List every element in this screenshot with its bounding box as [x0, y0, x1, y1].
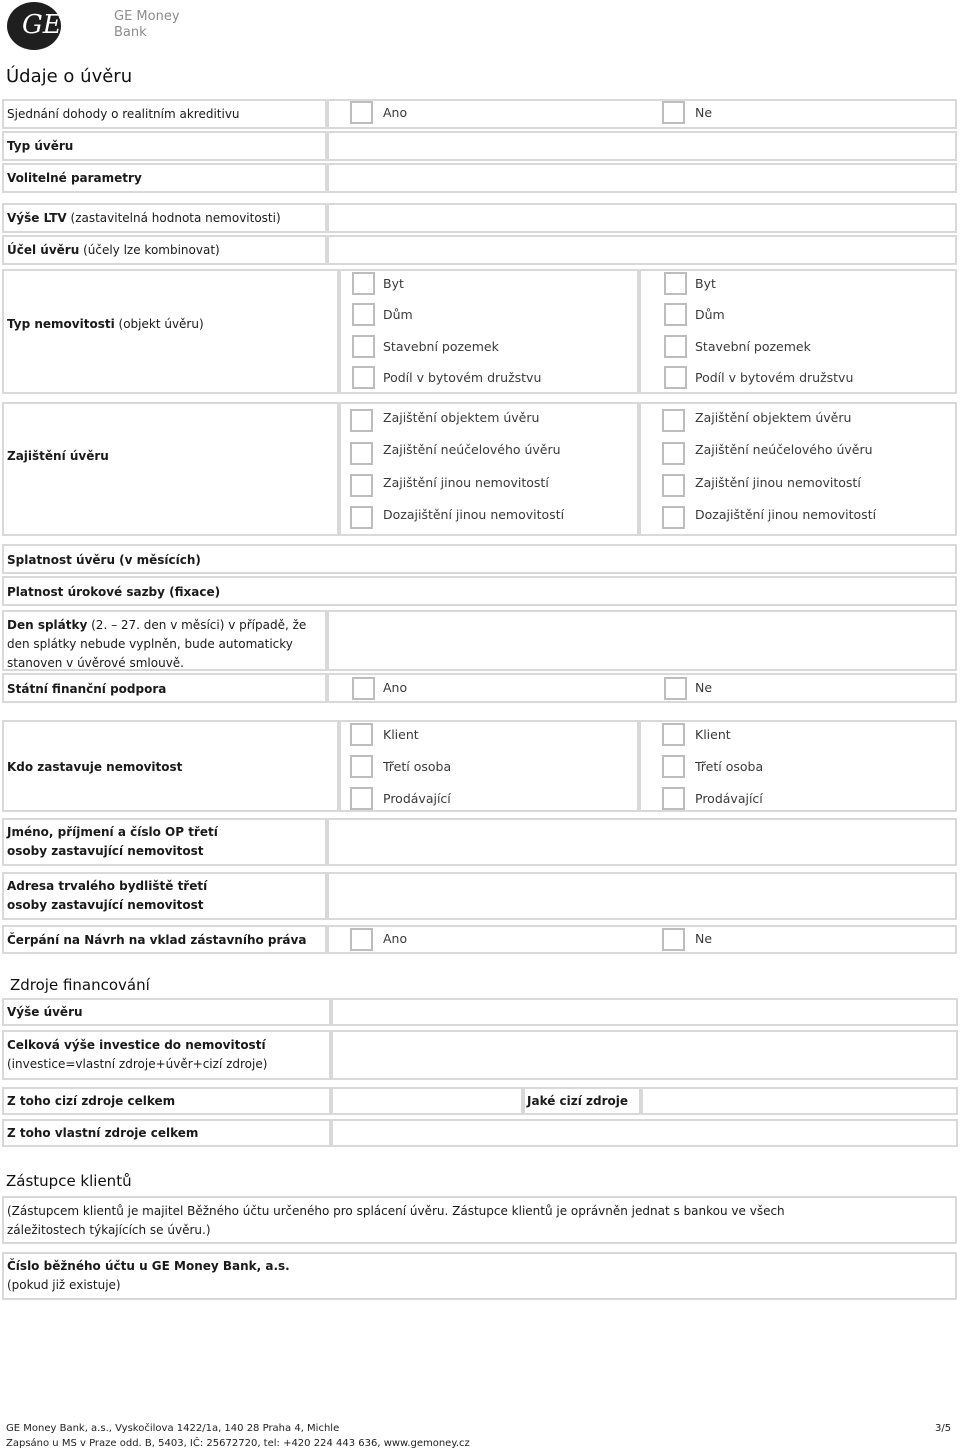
cerpani-label: Čerpání na Návrh na vklad zástavního práva: [7, 933, 307, 947]
vlastni-label: Z toho vlastní zdroje celkem: [7, 1126, 199, 1140]
sjednani-ano-label: Ano: [383, 105, 408, 120]
sjednani-ano-checkbox[interactable]: [350, 101, 373, 124]
cislo-label-bold: Číslo běžného účtu u GE Money Bank, a.s.: [7, 1259, 290, 1273]
cizi-label: Z toho cizí zdroje celkem: [7, 1094, 176, 1108]
zajisteni-a-neucel-label: Zajištění neúčelového úvěru: [383, 442, 561, 457]
statni-ano-checkbox[interactable]: [352, 677, 375, 700]
typ-nem-a-byt-label: Byt: [383, 276, 404, 291]
ltv-label-bold: Výše LTV: [7, 211, 67, 225]
ucel-label-cell: [2, 235, 327, 265]
kdo-b-treti-checkbox[interactable]: [662, 755, 685, 778]
ltv-label-rest: (zastavitelná hodnota nemovitosti): [66, 211, 281, 225]
cislo-label-rest: (pokud již existuje): [7, 1278, 121, 1292]
typ-nem-b-podil-label: Podíl v bytovém družstvu: [695, 370, 854, 385]
typ-nem-b-pozemek-checkbox[interactable]: [664, 335, 687, 358]
page-title: Údaje o úvěru: [6, 66, 133, 87]
zajisteni-label: Zajištění úvěru: [7, 449, 109, 463]
statni-ne-checkbox[interactable]: [664, 677, 687, 700]
kdo-b-klient-checkbox[interactable]: [662, 723, 685, 746]
kdo-b-prodavajici-label: Prodávající: [695, 791, 763, 806]
typ-nem-b-byt-label: Byt: [695, 276, 716, 291]
cerpani-label-cell: [2, 925, 327, 954]
typ-input[interactable]: [327, 131, 957, 161]
zajisteni-a-objekt-label: Zajištění objektem úvěru: [383, 410, 540, 425]
page-number: 3/5: [935, 1423, 952, 1434]
kdo-a-treti-label: Třetí osoba: [383, 759, 452, 774]
kdo-col-b: [639, 720, 957, 812]
statni-ano-label: Ano: [383, 680, 408, 695]
zastupce-note-cell: [2, 1196, 957, 1244]
kdo-label: Kdo zastavuje nemovitost: [7, 760, 183, 774]
cerpani-ne-checkbox[interactable]: [662, 928, 685, 951]
kdo-b-prodavajici-checkbox[interactable]: [662, 787, 685, 810]
cerpani-ano-label: Ano: [383, 931, 408, 946]
zajisteni-a-dozaj-checkbox[interactable]: [350, 506, 373, 529]
kdo-b-treti-label: Třetí osoba: [695, 759, 764, 774]
typ-nem-b-dum-checkbox[interactable]: [664, 303, 687, 326]
typ-nem-b-dum-label: Dům: [695, 307, 725, 322]
den-input[interactable]: [327, 610, 957, 671]
zajisteni-label-cell: [2, 402, 339, 536]
cerpani-options-cell: [327, 925, 957, 954]
ucel-input[interactable]: [327, 235, 957, 265]
vyse-label-cell: [2, 998, 331, 1026]
sjednani-ne-checkbox[interactable]: [662, 101, 685, 124]
den-label-cell: [2, 610, 327, 671]
typ-nem-b-byt-checkbox[interactable]: [664, 272, 687, 295]
volitelne-label-cell: [2, 163, 327, 193]
zajisteni-b-dozaj-checkbox[interactable]: [662, 506, 685, 529]
celkova-label-rest: (investice=vlastní zdroje+úvěr+cizí zdroje): [7, 1057, 268, 1071]
cislo-uctu-input[interactable]: [2, 1252, 957, 1300]
ltv-input[interactable]: [327, 203, 957, 233]
ucel-label-bold: Účel úvěru: [7, 243, 80, 257]
typ-nem-a-byt-checkbox[interactable]: [352, 272, 375, 295]
statni-ne-label: Ne: [695, 680, 713, 695]
typ-nem-a-podil-label: Podíl v bytovém družstvu: [383, 370, 542, 385]
statni-label: Státní finanční podpora: [7, 682, 167, 696]
zajisteni-a-dozaj-label: Dozajištění jinou nemovitostí: [383, 507, 565, 522]
zdroje-heading: Zdroje financování: [10, 976, 150, 994]
logo-text: GE: [22, 10, 62, 40]
footer-line1: GE Money Bank, a.s., Vyskočilova 1422/1a, 140 28 Praha 4, Michle: [6, 1423, 340, 1434]
statni-label-cell: [2, 673, 327, 703]
den-label-rest: (2. – 27. den v měsíci) v případě, že den splátky nebude vyplněn, bude automaticky stanoven v úvěrové smlouvě.: [7, 618, 307, 670]
zajisteni-a-neucel-checkbox[interactable]: [350, 442, 373, 465]
volitelne-input[interactable]: [327, 163, 957, 193]
zajisteni-b-neucel-checkbox[interactable]: [662, 442, 685, 465]
jmeno-label: Jméno, příjmení a číslo OP třetí osoby zastavující nemovitost: [7, 825, 218, 858]
typ-nem-b-pozemek-label: Stavební pozemek: [695, 339, 811, 354]
typ-nem-a-pozemek-label: Stavební pozemek: [383, 339, 499, 354]
zajisteni-b-jinou-checkbox[interactable]: [662, 474, 685, 497]
typ-nem-label-bold: Typ nemovitosti: [7, 317, 115, 331]
brand-name-line1: GE Money: [114, 9, 180, 24]
zajisteni-b-jinou-label: Zajištění jinou nemovitostí: [695, 475, 861, 490]
zajisteni-b-objekt-label: Zajištění objektem úvěru: [695, 410, 852, 425]
jmeno-label-cell: [2, 818, 327, 866]
splatnost-label: Splatnost úvěru (v měsících): [7, 553, 201, 567]
typ-nem-a-dum-checkbox[interactable]: [352, 303, 375, 326]
sjednani-ne-label: Ne: [695, 105, 713, 120]
volitelne-label: Volitelné parametry: [7, 171, 142, 185]
zastupce-note: (Zástupcem klientů je majitel Běžného účtu určeného pro splácení úvěru. Zástupce klientů je oprávněn jednat s bankou ve všech záležitostech týkajících se úvěru.): [7, 1204, 785, 1237]
ltv-label-cell: [2, 203, 327, 233]
splatnost-cell[interactable]: [2, 544, 957, 574]
typ-nem-a-podil-checkbox[interactable]: [352, 366, 375, 389]
adresa-label: Adresa trvalého bydliště třetí osoby zastavující nemovitost: [7, 879, 208, 912]
typ-nem-a-dum-label: Dům: [383, 307, 413, 322]
zajisteni-b-objekt-checkbox[interactable]: [662, 409, 685, 432]
zajisteni-b-neucel-label: Zajištění neúčelového úvěru: [695, 442, 873, 457]
celkova-label-cell: [2, 1030, 331, 1080]
vyse-input[interactable]: [331, 998, 958, 1026]
kdo-a-prodavajici-label: Prodávající: [383, 791, 451, 806]
jake-label-cell: [523, 1087, 641, 1115]
zajisteni-b-dozaj-label: Dozajištění jinou nemovitostí: [695, 507, 877, 522]
vlastni-input[interactable]: [331, 1119, 958, 1147]
celkova-input[interactable]: [331, 1030, 958, 1080]
typ-label: Typ úvěru: [7, 139, 74, 153]
zastupce-heading: Zástupce klientů: [6, 1172, 132, 1190]
vlastni-label-cell: [2, 1119, 331, 1147]
adresa-label-cell: [2, 872, 327, 920]
cizi-input[interactable]: [331, 1087, 523, 1115]
cizi-label-cell: [2, 1087, 331, 1115]
kdo-a-treti-checkbox[interactable]: [350, 755, 373, 778]
sjednani-label-cell: [2, 99, 327, 129]
kdo-a-prodavajici-checkbox[interactable]: [350, 787, 373, 810]
cerpani-ne-label: Ne: [695, 931, 713, 946]
vyse-label: Výše úvěru: [7, 1005, 83, 1019]
kdo-a-klient-label: Klient: [383, 727, 419, 742]
statni-options-cell: [327, 673, 957, 703]
kdo-a-klient-checkbox[interactable]: [350, 723, 373, 746]
platnost-label: Platnost úrokové sazby (fixace): [7, 585, 221, 599]
kdo-b-klient-label: Klient: [695, 727, 731, 742]
footer-line2: Zapsáno u MS v Praze odd. B, 5403, IČ: 25672720, tel: +420 224 443 636, www.gemoney.cz: [6, 1438, 470, 1449]
sjednani-label: Sjednání dohody o realitním akreditivu: [7, 107, 240, 121]
jake-input[interactable]: [641, 1087, 958, 1115]
ucel-label-rest: (účely lze kombinovat): [79, 243, 220, 257]
cerpani-ano-checkbox[interactable]: [350, 928, 373, 951]
kdo-label-cell: [2, 720, 339, 812]
platnost-cell[interactable]: [2, 576, 957, 606]
jmeno-input[interactable]: [327, 818, 957, 866]
adresa-input[interactable]: [327, 872, 957, 920]
sjednani-options-cell: [327, 99, 957, 129]
typ-nem-b-podil-checkbox[interactable]: [664, 366, 687, 389]
ge-logo: [7, 2, 61, 50]
typ-nem-a-pozemek-checkbox[interactable]: [352, 335, 375, 358]
zajisteni-a-jinou-label: Zajištění jinou nemovitostí: [383, 475, 549, 490]
den-label-bold: Den splátky: [7, 618, 88, 632]
celkova-label-bold: Celková výše investice do nemovitostí: [7, 1038, 266, 1052]
brand-name-line2: Bank: [114, 25, 147, 40]
typ-nem-label-cell: [2, 269, 339, 394]
zajisteni-a-objekt-checkbox[interactable]: [350, 409, 373, 432]
typ-label-cell: [2, 131, 327, 161]
typ-nem-label-rest: (objekt úvěru): [114, 317, 204, 331]
jake-label: Jaké cizí zdroje: [527, 1094, 629, 1108]
zajisteni-a-jinou-checkbox[interactable]: [350, 474, 373, 497]
